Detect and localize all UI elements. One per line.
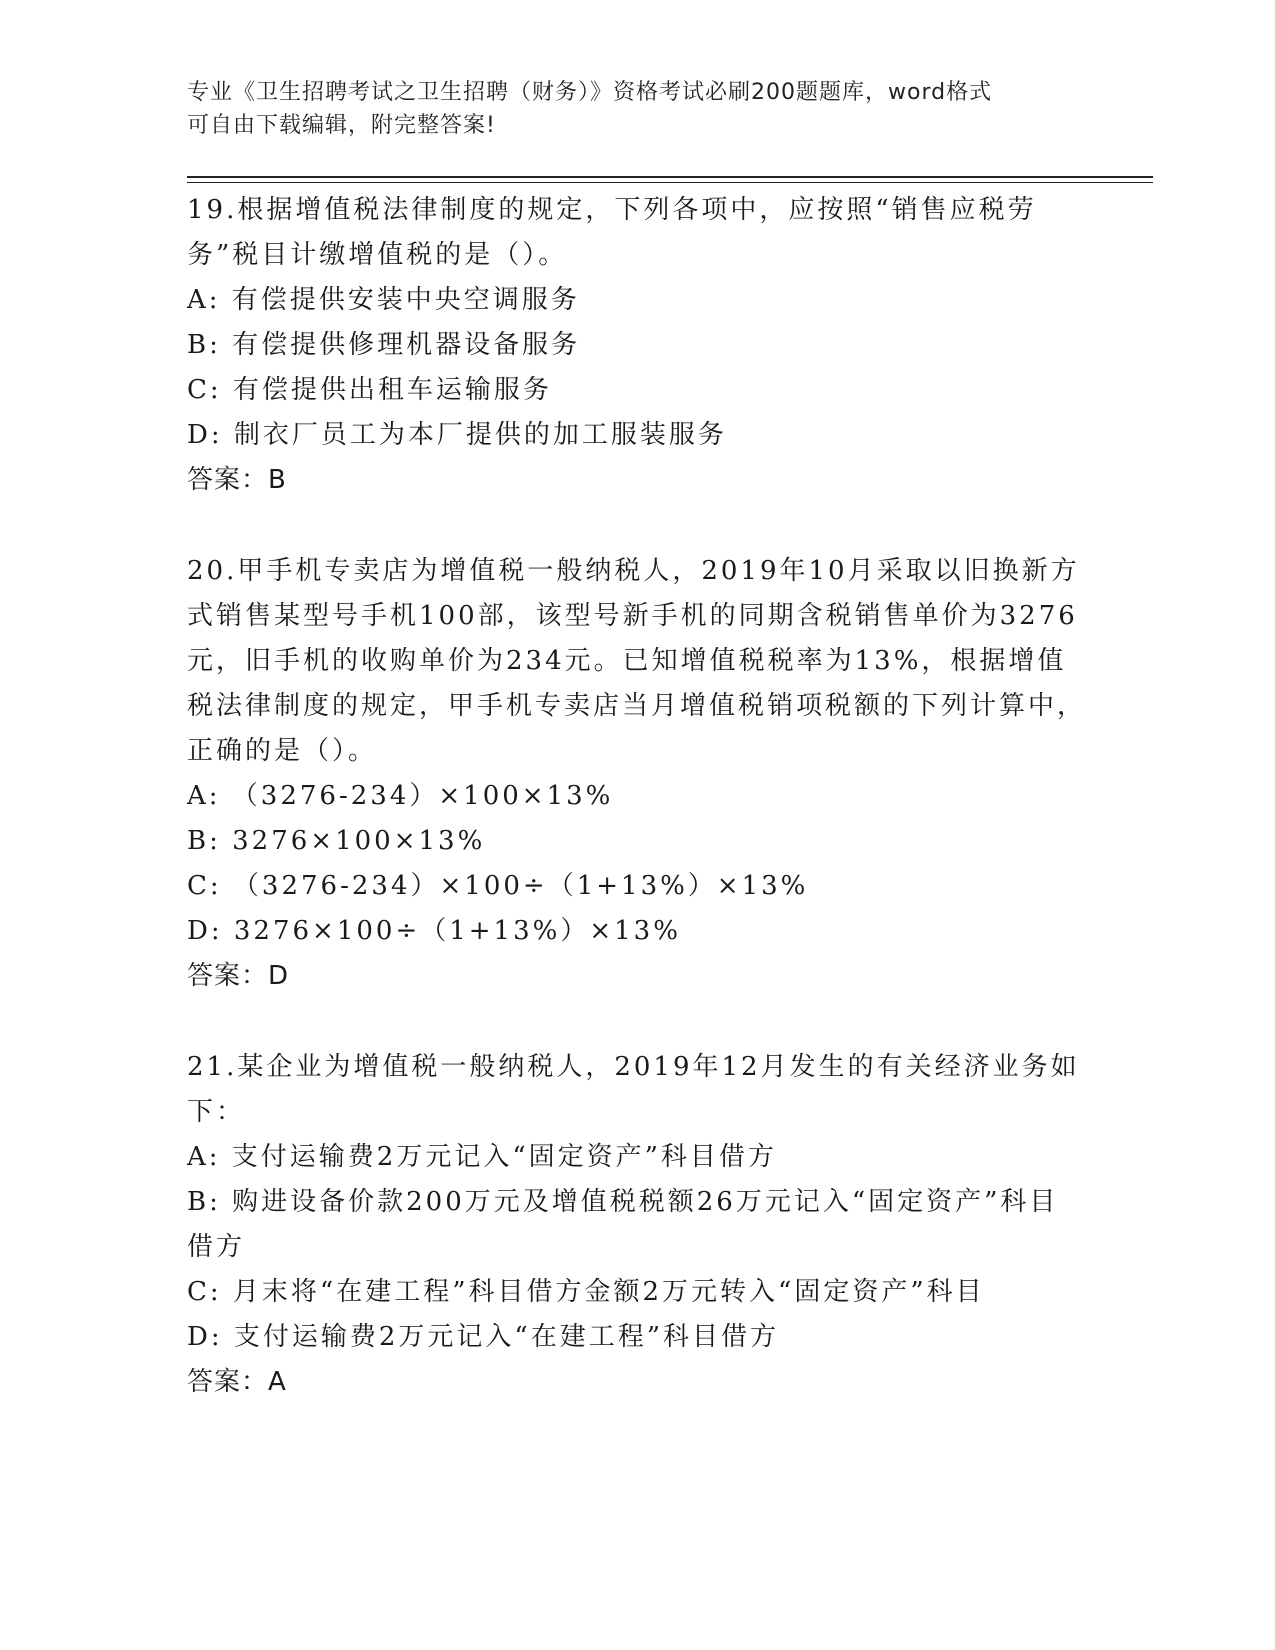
option-c: C: 月末将“在建工程”科目借方金额2万元转入“固定资产”科目: [187, 1277, 985, 1307]
answer-line: 答案：A: [187, 1367, 287, 1397]
question-20: [187, 549, 1087, 999]
question-list: [187, 188, 1087, 1451]
option-c: C: （3276-234）×100÷（1+13%）×13%: [187, 871, 809, 901]
document-header: [187, 76, 1067, 142]
option-d: D: 支付运输费2万元记入“在建工程”科目借方: [187, 1322, 779, 1352]
option-a: A: （3276-234）×100×13%: [187, 781, 614, 811]
answer-line: 答案：B: [187, 465, 287, 495]
header-line-1: 专业《卫生招聘考试之卫生招聘（财务）》资格考试必刷200题题库，word格式: [187, 80, 993, 105]
option-c: C: 有偿提供出租车运输服务: [187, 375, 552, 405]
option-a: A: 有偿提供安装中央空调服务: [187, 285, 580, 315]
answer-line: 答案：D: [187, 961, 290, 991]
option-a: A: 支付运输费2万元记入“固定资产”科目借方: [187, 1142, 777, 1172]
option-b: B: 3276×100×13%: [187, 826, 486, 856]
header-rule-thick: [187, 176, 1153, 178]
question-19: [187, 188, 1087, 503]
header-rule-thin: [187, 182, 1153, 183]
option-b: B: 购进设备价款200万元及增值税税额26万元记入“固定资产”科目借方: [187, 1187, 1059, 1262]
option-b: B: 有偿提供修理机器设备服务: [187, 330, 581, 360]
question-text: 20.甲手机专卖店为增值税一般纳税人，2019年10月采取以旧换新方式销售某型号手机100部，该型号新手机的同期含税销售单价为3276元，旧手机的收购单价为234元。已知增值税税率为13%，根据增值税法律制度的规定，甲手机专卖店当月增值税销项税额的下列计算中，正确的是（）。: [187, 556, 1087, 766]
question-21: [187, 1045, 1087, 1405]
question-text: 19.根据增值税法律制度的规定，下列各项中，应按照“销售应税劳务”税目计缴增值税的是（）。: [187, 195, 1037, 270]
question-text: 21.某企业为增值税一般纳税人，2019年12月发生的有关经济业务如下：: [187, 1052, 1080, 1127]
option-d: D: 3276×100÷（1+13%）×13%: [187, 916, 681, 946]
option-d: D: 制衣厂员工为本厂提供的加工服装服务: [187, 420, 727, 450]
header-line-2: 可自由下载编辑，附完整答案!: [187, 113, 496, 138]
